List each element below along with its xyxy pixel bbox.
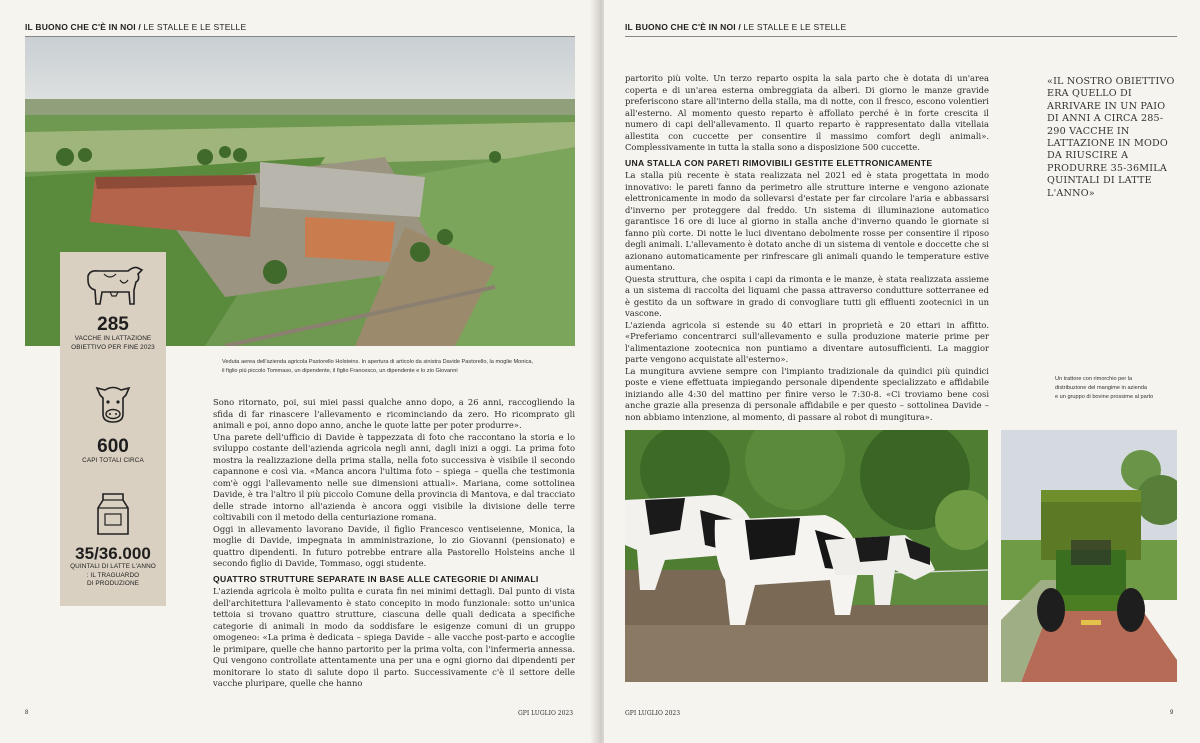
cows-photo <box>625 430 988 682</box>
stats-sidebar <box>60 252 166 606</box>
stat3-label: QUINTALI DI LATTE L'ANNO <box>70 563 156 570</box>
left-body-text <box>213 397 575 690</box>
paragraph: Sono ritornato, poi, sui miei passi qualche anno dopo, a 26 anni, raccogliendo la sfida di far rinascere l'allevamento e ricominciando da zero. Ho ricomprato gli animali e poi, anno dopo anno, anche le quote latte per poter produrre». <box>213 397 575 430</box>
stat3-sublabel-1: : IL TRAGUARDO <box>86 571 140 579</box>
paragraph: La mungitura avviene sempre con l'impianto tradizionale da quindici più quindici poste e viene effettuata impiegando personale dipendente specializzato e affidabile iniziando alle 4:30 del mattino per finire verso le 7:30-8. «Ci troviamo bene così anche grazie alla presenza di personale affidabile e per questo – sottolinea Davide – non abbiamo intenzione, al momento, di passare al robot di mungitura». <box>625 365 989 422</box>
stat3-sublabel-2: DI PRODUZIONE <box>86 580 140 587</box>
stat2-label: CAPI TOTALI CIRCA <box>82 457 144 464</box>
paragraph: L'azienda agricola è molto pulita e curata fin nei minimi dettagli. Dal punto di vista dell'architettura l'allevamento è stato concepito in modo funzionale: sotto un'unica tettoia si trovano quattro strutture, ciascuna delle quali dedicata a specifiche categorie di animali in modo da soddisfare le esigenze comuni di un gruppo omogeneo: «La prima è dedicata – spiega Davide – alle vacche post-parto e accoglie le primipare, quelle che hanno partorito per la prima volta, con l'infermeria annessa. Qui vengono controllate attentamente una per una e ogni giorno dai dipendenti per monitorare lo stato di salute dopo il parto. Successivamente c'è il settore delle vacche pluripare, quelle che hanno <box>213 586 575 688</box>
paragraph: La stalla più recente è stata realizzata nel 2021 ed è stata progettata in modo innovativo: le pareti fanno da perimetro alle strutture interne e vengono azionate elettronicamente in modo da sollevarsi d'estate per far circolare l'aria e abbassarsi d'inverno per proteggere dal freddo. Un sistema di illuminazione automatico garantisce 16 ore di luce al giorno in stalla anche d'inverno quando le giornate si fanno più corte. Di notte le luci diventano debolmente rosse per consentire il riposo degli animali. L'allevamento è dotato anche di un sistema di ventole e doccette che si azionano automaticamente per rinfrescare gli animali quando le temperature estive aumentano. <box>625 170 989 272</box>
right-page <box>604 0 1200 743</box>
stat1-sublabel: OBIETTIVO PER FINE 2023 <box>71 343 155 351</box>
paragraph: partorito più volte. Un terzo reparto ospita la sala parto che è dotata di un'area coperta e di un'area esterna ombreggiata da alberi. Di giorno le manze gravide preferiscono stare all'interno della stalla, ma di notte, con il fresco, escono volentieri all'esterno. Al momento questo reparto è affollato perché è in forte crescita il numero di capi dell'allevamento. Il quarto reparto è rappresentato dalla vitellaia allestita con cuccette per consentire il massimo comfort degli animali». Complessivamente in tutta la stalla sono a disposizione 500 cuccette. <box>625 73 989 152</box>
stat2-number: 600 <box>97 436 129 457</box>
subheading: UNA STALLA CON PARETI RIMOVIBILI GESTITE ELETTRONICAMENTE <box>625 157 933 168</box>
paragraph: Questa struttura, che ospita i capi da rimonta e le manze, è stata realizzata assieme a un sistema di raccolta dei liquami che passa attraverso condutture sotterranee ed è gestito da un software in grado di convogliare tutti gli effluenti zootecnici in un vascone. <box>625 273 989 318</box>
pull-quote: «IL NOSTRO OBIETTIVO ERA QUELLO DI ARRIVARE IN UN PAIO DI ANNI A CIRCA 285-290 VACCHE IN LATTAZIONE IN MODO DA RIUSCIRE A PRODURRE 35-36MILA QUINTALI DI LATTE L'ANNO» <box>1047 76 1175 199</box>
header-title: IL BUONO CHE C'È IN NOI <box>25 22 136 32</box>
stat-capi-totali <box>60 380 166 466</box>
left-page <box>0 0 596 743</box>
stat1-label: VACCHE IN LATTAZIONE <box>74 335 152 342</box>
paragraph: L'azienda agricola si estende su 40 ettari in proprietà e 20 ettari in affitto. «Preferiamo concentrarci sull'allevamento e sulla produzione materie prime per l'alimentazione zootecnica non puntiamo a diventare autosufficienti. La maggior parte vengono acquistate all'esterno». <box>625 319 989 364</box>
running-header: IL BUONO CHE C'È IN NOI / LE STALLE E LE STELLE <box>625 22 847 32</box>
cow-icon <box>80 260 146 308</box>
cow-head-icon <box>93 380 133 426</box>
page-number: 9 <box>1170 710 1174 716</box>
stat1-number: 285 <box>97 314 129 335</box>
tractor-photo <box>1001 430 1177 682</box>
header-title: IL BUONO CHE C'È IN NOI <box>625 22 736 32</box>
header-section: LE STALLE E LE STELLE <box>743 22 847 32</box>
photo-caption: Un trattore con rimorchio per la distribuzione del mangime in azienda e un gruppo di bovine prossime al parto <box>1055 376 1154 400</box>
page-footer: GPI LUGLIO 2023 <box>625 710 681 717</box>
paragraph: Una parete dell'ufficio di Davide è tappezzata di foto che raccontano la storia e lo sviluppo costante dell'azienda agricola negli anni, dagli inizi a oggi. La prima foto mostra la realizzazione della prima stalla, nella foto successiva è visibile il secondo capannone e così via. «Manca ancora l'ultima foto – spiega – quella che testimonia com'è oggi l'allevamento nelle sue dimensioni attuali». Mariana, come sottolinea Davide, è tra l'altro il più piccolo Comune della provincia di Mantova, e dal tracciato delle strade intorno all'azienda è ancora oggi visibile la divisione delle terre coltivabili con il metodo della centuriazione romana. <box>213 431 575 522</box>
stat3-number: 35/36.000 <box>75 544 151 563</box>
milk-carton-icon <box>95 490 131 536</box>
stat-quintali-latte <box>60 490 166 589</box>
paragraph: Oggi in allevamento lavorano Davide, il figlio Francesco ventiseienne, Monica, la moglie di Davide, impegnata in amministrazione, lo zio Giovanni (pensionato) e quattro dipendenti. In futuro potrebbe entrare alla Pastorello Holsteins anche il secondo figlio di Davide, Tommaso, oggi studente. <box>213 523 575 568</box>
running-header: IL BUONO CHE C'È IN NOI / LE STALLE E LE STELLE <box>25 22 247 32</box>
header-section: LE STALLE E LE STELLE <box>143 22 247 32</box>
subheading: QUATTRO STRUTTURE SEPARATE IN BASE ALLE CATEGORIE DI ANIMALI <box>213 573 539 584</box>
header-rule <box>625 36 1177 37</box>
page-footer: GPI LUGLIO 2023 <box>518 710 574 717</box>
photo-caption: Veduta aerea dell'azienda agricola Pastorello Holsteins. In apertura di articolo da sinistra Davide Pastorello, la moglie Monica, il figlio più piccolo Tommaso, un dipendente, il figlio Francesco, un dipendente e lo zio Giovanni <box>222 359 534 374</box>
right-body-text <box>625 73 989 423</box>
stat-vacche-lattazione <box>60 260 166 352</box>
page-number: 8 <box>25 710 29 716</box>
